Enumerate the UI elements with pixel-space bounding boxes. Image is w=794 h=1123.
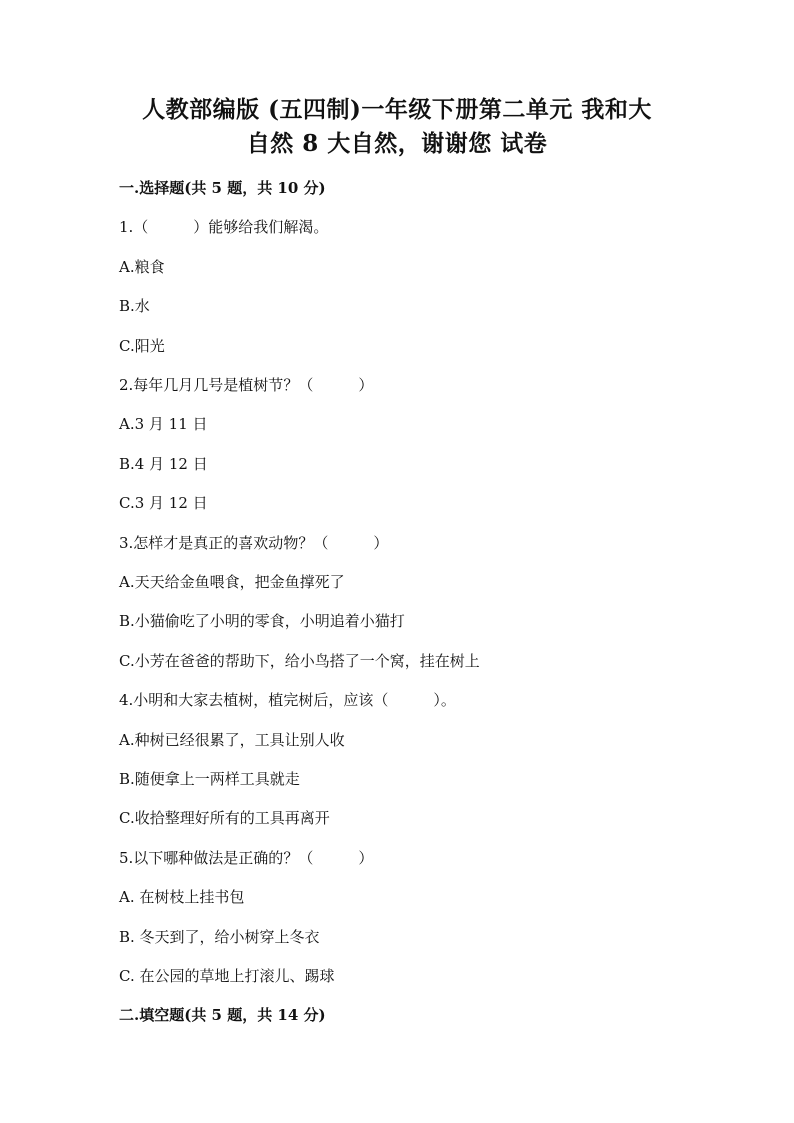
question-1-option-a: A.粮食 xyxy=(119,258,165,276)
document-title-line-2: 自然 8 大自然，谢谢您 试卷 xyxy=(246,130,548,157)
question-3-stem: 3.怎样才是真正的喜欢动物？（ ） xyxy=(119,534,389,552)
question-4-option-b: B.随便拿上一两样工具就走 xyxy=(119,770,300,788)
question-1-stem: 1.（ ）能够给我们解渴。 xyxy=(119,218,329,236)
question-2-stem: 2.每年几月几号是植树节？（ ） xyxy=(119,376,374,394)
question-2-option-a: A.3 月 11 日 xyxy=(119,415,208,433)
question-3-option-b: B.小猫偷吃了小明的零食，小明追着小猫打 xyxy=(119,612,405,630)
question-5-option-a: A. 在树枝上挂书包 xyxy=(119,888,245,906)
question-5-option-b: B. 冬天到了，给小树穿上冬衣 xyxy=(119,928,320,946)
question-2-option-c: C.3 月 12 日 xyxy=(119,494,208,512)
question-3-option-c: C.小芳在爸爸的帮助下，给小鸟搭了一个窝，挂在树上 xyxy=(119,652,480,670)
question-3-option-a: A.天天给金鱼喂食，把金鱼撑死了 xyxy=(119,573,345,591)
question-2-option-b: B.4 月 12 日 xyxy=(119,455,208,473)
section-heading-fill-in-blank: 二.填空题(共 5 题，共 14 分) xyxy=(119,1006,326,1024)
question-4-option-c: C.收拾整理好所有的工具再离开 xyxy=(119,809,330,827)
document-title-line-1: 人教部编版 (五四制)一年级下册第二单元 我和大 xyxy=(142,96,652,123)
question-1-option-b: B.水 xyxy=(119,297,150,315)
question-4-option-a: A.种树已经很累了，工具让别人收 xyxy=(119,731,345,749)
question-5-stem: 5.以下哪种做法是正确的？（ ） xyxy=(119,849,374,867)
question-5-option-c: C. 在公园的草地上打滚儿、踢球 xyxy=(119,967,335,985)
section-heading-multiple-choice: 一.选择题(共 5 题，共 10 分) xyxy=(119,179,326,197)
question-1-option-c: C.阳光 xyxy=(119,337,165,355)
question-4-stem: 4.小明和大家去植树，植完树后，应该（ ）。 xyxy=(119,691,456,709)
